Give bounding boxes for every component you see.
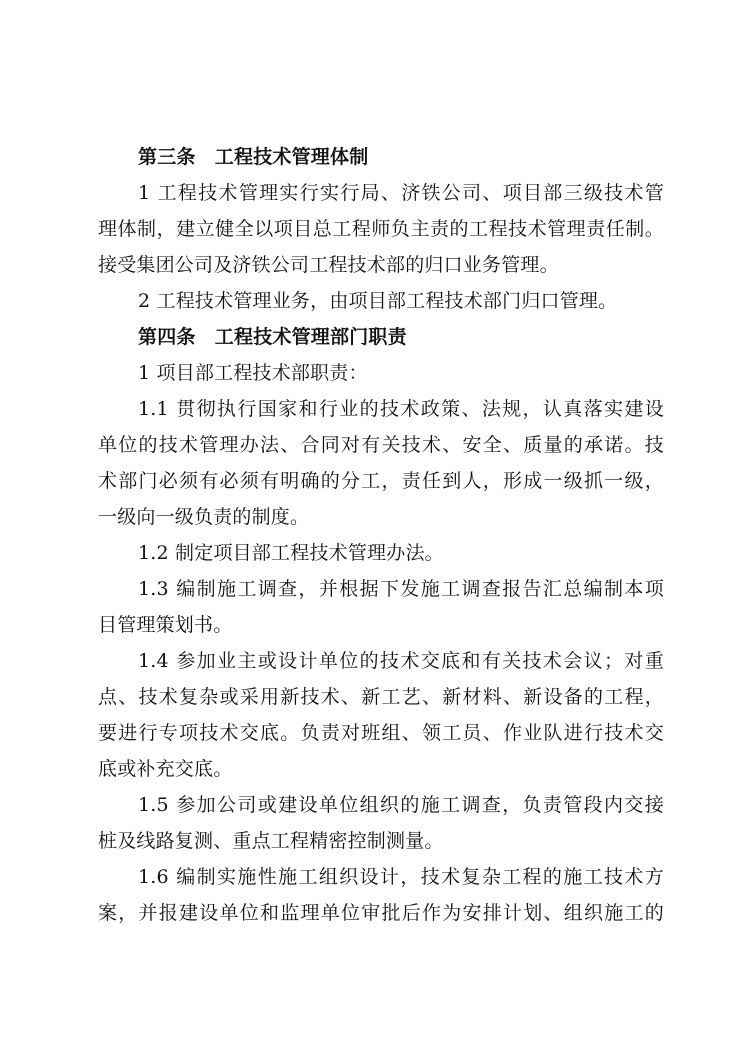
paragraph-line: 案，并报建设单位和监理单位审批后作为安排计划、组织施工的 — [98, 902, 664, 924]
paragraph-line: 目管理策划书。 — [98, 614, 233, 636]
paragraph-line: 1.3 编制施工调查，并根据下发施工调查报告汇总编制本项 — [138, 578, 664, 600]
paragraph-line: 术部门必须有必须有明确的分工，责任到人，形成一级抓一级， — [98, 470, 664, 492]
paragraph-line: 底或补充交底。 — [98, 758, 233, 780]
document-body — [98, 139, 664, 931]
paragraph-line: 1 工程技术管理实行实行局、济铁公司、项目部三级技术管 — [138, 182, 664, 204]
paragraph-line: 点、技术复杂或采用新技术、新工艺、新材料、新设备的工程， — [98, 686, 664, 708]
paragraph-line: 接受集团公司及济铁公司工程技术部的归口业务管理。 — [98, 254, 559, 276]
paragraph-line: 1.2 制定项目部工程技术管理办法。 — [138, 542, 444, 564]
paragraph-line: 1.4 参加业主或设计单位的技术交底和有关技术会议；对重 — [138, 650, 664, 672]
paragraph-line: 理体制，建立健全以项目总工程师负主责的工程技术管理责任制。 — [98, 218, 664, 240]
paragraph-line: 要进行专项技术交底。负责对班组、领工员、作业队进行技术交 — [98, 722, 664, 744]
article-3-heading: 第三条 工程技术管理体制 — [138, 146, 369, 168]
paragraph-line: 2 工程技术管理业务，由项目部工程技术部门归口管理。 — [138, 290, 618, 312]
paragraph-line: 1 项目部工程技术部职责： — [138, 362, 368, 384]
paragraph-line: 1.5 参加公司或建设单位组织的施工调查，负责管段内交接 — [138, 794, 664, 816]
paragraph-line: 单位的技术管理办法、合同对有关技术、安全、质量的承诺。技 — [98, 434, 664, 456]
paragraph-line: 1.6 编制实施性施工组织设计，技术复杂工程的施工技术方 — [138, 866, 664, 888]
paragraph-line: 1.1 贯彻执行国家和行业的技术政策、法规，认真落实建设 — [138, 398, 664, 420]
article-4-heading: 第四条 工程技术管理部门职责 — [138, 326, 407, 348]
paragraph-line: 桩及线路复测、重点工程精密控制测量。 — [98, 830, 444, 852]
paragraph-line: 一级向一级负责的制度。 — [98, 506, 310, 528]
